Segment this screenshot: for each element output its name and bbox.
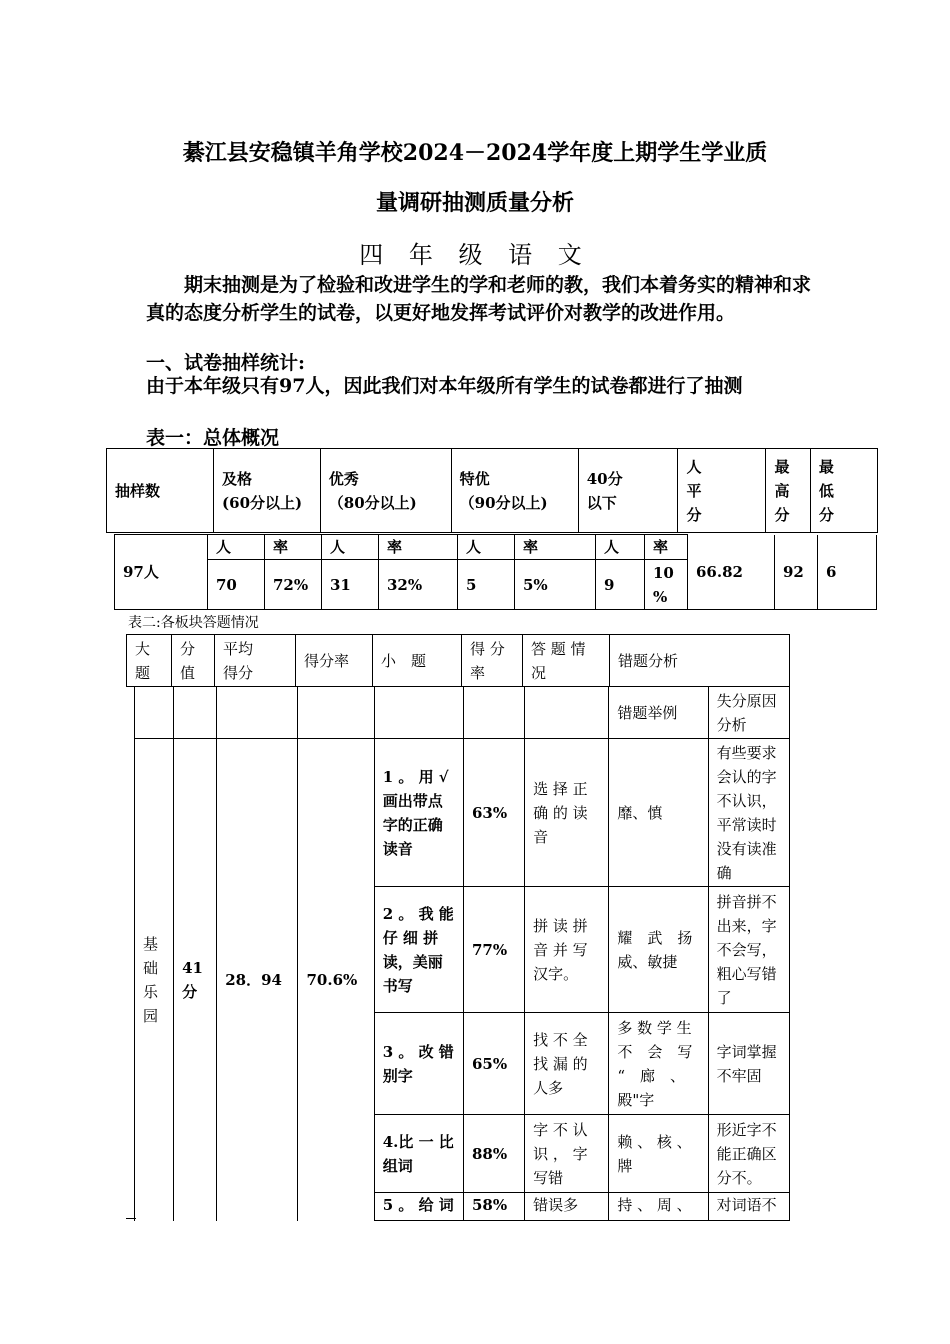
cell-below-r-1: 10 xyxy=(653,563,674,582)
example-line: 赖 、 核 、 xyxy=(617,1132,692,1151)
th2-avg-2: 得分 xyxy=(223,663,254,682)
table1-data xyxy=(114,534,877,610)
item-rate: 88% xyxy=(463,1115,524,1193)
example-line: 不 会 写 xyxy=(617,1042,693,1061)
item-cell xyxy=(374,1013,463,1115)
th2-item-rate-2: 率 xyxy=(470,663,486,682)
th-average-2: 平 xyxy=(686,481,702,500)
example-cell xyxy=(609,739,708,887)
item-cell xyxy=(374,1115,463,1193)
item-line: 仔 细 拼 xyxy=(382,928,439,947)
cause-line: 对词语不 xyxy=(716,1196,777,1214)
item-line: 3 。 改 错 xyxy=(382,1042,454,1061)
th-good-1: 优秀 xyxy=(328,469,359,488)
item-cell xyxy=(374,1193,463,1221)
answer-line: 人多 xyxy=(533,1078,564,1097)
table-edge-mark xyxy=(126,1218,136,1219)
cell-pass-r: 72% xyxy=(265,560,322,610)
example-line: “ 廊 、 xyxy=(617,1066,686,1085)
cause-line: 没有读准 xyxy=(716,839,777,858)
th-pass-1: 及格 xyxy=(222,469,253,488)
answer-cell xyxy=(525,739,609,887)
intro-paragraph: 期末抽测是为了检验和改进学生的学和老师的教，我们本着务实的精神和求真的态度分析学生的试卷，以更好地发挥考试评价对教学的改进作用。 xyxy=(146,274,812,324)
th-max xyxy=(766,449,810,533)
th-max-1: 最 xyxy=(774,457,790,476)
table2-caption: 表二:各板块答题情况 xyxy=(128,615,259,631)
item-cell xyxy=(374,739,463,887)
table-row xyxy=(135,739,790,887)
cause-cell xyxy=(708,1013,789,1115)
th-max-2: 高 xyxy=(774,481,790,500)
cell-below-n: 9 xyxy=(596,560,645,610)
block-section-char: 础 xyxy=(143,958,159,977)
cell-below-r xyxy=(645,560,688,610)
table1-caption: 表一：总体概况 xyxy=(146,427,280,449)
item-line: 画出带点 xyxy=(382,791,443,810)
th-below40-1: 40分 xyxy=(586,469,623,488)
th2-points-1: 分 xyxy=(180,639,196,658)
empty-cell xyxy=(135,687,174,739)
block-section-char: 园 xyxy=(143,1006,159,1025)
th2-section xyxy=(127,635,172,687)
answer-cell xyxy=(525,1115,609,1193)
th2-cause-2: 分析 xyxy=(716,715,747,734)
cause-line: 了 xyxy=(716,988,732,1007)
th-max-3: 分 xyxy=(774,505,790,524)
block-points-1: 41 xyxy=(182,958,203,977)
example-cell xyxy=(609,1115,708,1193)
page-title-line2: 量调研抽测质量分析 xyxy=(375,190,574,216)
item-rate: 77% xyxy=(463,887,524,1013)
answer-line: 确 的 读 xyxy=(533,803,588,822)
answer-line: 拼 读 拼 xyxy=(533,916,588,935)
cell-pass-n: 70 xyxy=(208,560,265,610)
cause-line: 不会写， xyxy=(716,940,777,959)
cause-line: 字词掌握 xyxy=(716,1042,777,1061)
cause-cell xyxy=(708,887,789,1013)
block-rate: 70.6% xyxy=(298,739,374,1221)
answer-line: 字 不 认 xyxy=(533,1120,588,1139)
empty-cell xyxy=(217,687,298,739)
th2-avg xyxy=(215,635,296,687)
cell-sample: 97人 xyxy=(115,535,208,610)
th2-answer-2: 况 xyxy=(531,663,547,682)
th-excellent-2: （90分以上) xyxy=(459,493,548,512)
example-line: 多 数 学 生 xyxy=(617,1018,692,1037)
answer-line: 找 漏 的 xyxy=(533,1054,588,1073)
answer-cell xyxy=(525,887,609,1013)
empty-cell xyxy=(463,687,524,739)
cell-max: 92 xyxy=(775,535,818,610)
block-avg: 28．94 xyxy=(217,739,298,1221)
item-rate: 65% xyxy=(463,1013,524,1115)
cause-line: 形近字不 xyxy=(716,1120,777,1139)
th2-error: 错题分析 xyxy=(610,635,790,687)
cause-line: 有些要求 xyxy=(716,743,777,762)
th-excellent xyxy=(451,449,578,533)
block-points-2: 分 xyxy=(182,982,198,1001)
sub-people: 人 xyxy=(208,535,265,560)
answer-line: 找 不 全 xyxy=(533,1030,588,1049)
th2-item: 小 题 xyxy=(373,635,462,687)
cause-line: 能正确区 xyxy=(716,1144,777,1163)
example-line: 威、敏捷 xyxy=(617,952,678,971)
cell-min: 6 xyxy=(818,535,877,610)
block-section-char: 乐 xyxy=(143,982,159,1001)
item-line: 组词 xyxy=(382,1156,413,1175)
answer-line: 音 并 写 xyxy=(533,940,588,959)
section-heading-1: 一、试卷抽样统计: xyxy=(146,352,306,374)
cause-line: 不牢固 xyxy=(716,1066,762,1085)
example-line: 持 、 周 、 xyxy=(617,1196,692,1214)
item-line: 读音 xyxy=(382,839,413,858)
th2-points-2: 值 xyxy=(180,663,196,682)
item-line: 2 。 我 能 xyxy=(382,904,454,923)
answer-line: 写错 xyxy=(533,1168,564,1187)
sub-rate: 率 xyxy=(379,535,458,560)
th-pass xyxy=(214,449,321,533)
item-line: 4.比 一 比 xyxy=(382,1132,454,1151)
th-average-3: 分 xyxy=(686,505,702,524)
example-line: 靡、慎 xyxy=(617,803,663,822)
sub-people: 人 xyxy=(458,535,515,560)
cell-below-r-2: % xyxy=(653,587,668,606)
cell-excellent-r: 5% xyxy=(515,560,596,610)
answer-line: 错误多 xyxy=(533,1196,579,1214)
th2-avg-1: 平均 xyxy=(223,639,254,658)
empty-cell xyxy=(174,687,217,739)
page-subtitle: 四 年 级 语 文 xyxy=(359,241,591,269)
table2-header xyxy=(126,634,790,687)
th2-rate: 得分率 xyxy=(296,635,373,687)
example-line: 殿"字 xyxy=(617,1090,655,1109)
sampling-text: 由于本年级只有97人，因此我们对本年级所有学生的试卷都进行了抽测 xyxy=(146,375,743,397)
sub-people: 人 xyxy=(322,535,379,560)
th-min-2: 低 xyxy=(818,481,834,500)
th-sample: 抽样数 xyxy=(107,449,214,533)
answer-cell xyxy=(525,1013,609,1115)
block-section xyxy=(135,739,174,1221)
cell-good-n: 31 xyxy=(322,560,379,610)
cell-average: 66.82 xyxy=(688,535,775,610)
cause-line: 不认识， xyxy=(716,791,777,810)
cause-line: 确 xyxy=(716,863,732,882)
item-rate: 63% xyxy=(463,739,524,887)
sub-rate: 率 xyxy=(645,535,688,560)
th-min xyxy=(810,449,877,533)
example-cell xyxy=(609,1013,708,1115)
th2-section-2: 题 xyxy=(135,663,151,682)
item-line: 书写 xyxy=(382,976,413,995)
cell-good-r: 32% xyxy=(379,560,458,610)
cause-cell xyxy=(708,1193,789,1221)
th-below40 xyxy=(578,449,678,533)
example-cell xyxy=(609,887,708,1013)
th2-cause-1: 失分原因 xyxy=(716,691,777,710)
item-line: 读，美丽 xyxy=(382,952,443,971)
item-rate: 58% xyxy=(463,1193,524,1221)
th2-item-rate xyxy=(462,635,523,687)
th-pass-2: (60分以上) xyxy=(222,493,303,512)
cause-cell xyxy=(708,1115,789,1193)
answer-line: 选 择 正 xyxy=(533,779,588,798)
th-min-1: 最 xyxy=(818,457,834,476)
example-cell xyxy=(609,1193,708,1221)
empty-cell xyxy=(298,687,374,739)
th2-section-1: 大 xyxy=(135,639,151,658)
cause-cell xyxy=(708,739,789,887)
table1-header xyxy=(106,448,878,533)
answer-line: 汉字。 xyxy=(533,964,579,983)
cause-line: 平常读时 xyxy=(716,815,777,834)
sub-people: 人 xyxy=(596,535,645,560)
cause-line: 分不。 xyxy=(716,1168,762,1187)
th-below40-2: 以下 xyxy=(586,493,617,512)
item-cell xyxy=(374,887,463,1013)
empty-cell xyxy=(374,687,463,739)
item-line: 字的正确 xyxy=(382,815,443,834)
empty-cell xyxy=(525,687,609,739)
table2-body xyxy=(134,686,790,1221)
th2-error-example: 错题举例 xyxy=(609,687,708,739)
answer-cell xyxy=(525,1193,609,1221)
th2-cause xyxy=(708,687,789,739)
th2-points xyxy=(172,635,215,687)
block-section-char: 基 xyxy=(143,934,159,953)
page-title-line1: 綦江县安稳镇羊角学校2024－2024学年度上期学生学业质 xyxy=(182,140,768,166)
th-average-1: 人 xyxy=(686,457,702,476)
th2-answer xyxy=(523,635,610,687)
th-min-3: 分 xyxy=(818,505,834,524)
answer-line: 识 ， 字 xyxy=(533,1144,588,1163)
item-line: 5 。 给 词 xyxy=(382,1196,454,1214)
cause-line: 拼音拼不 xyxy=(716,892,777,911)
item-line: 1 。 用 √ xyxy=(382,767,449,786)
th-good xyxy=(320,449,451,533)
th-good-2: （80分以上) xyxy=(328,493,417,512)
cause-line: 粗心写错 xyxy=(716,964,777,983)
sub-rate: 率 xyxy=(515,535,596,560)
item-line: 别字 xyxy=(382,1066,413,1085)
th2-item-rate-1: 得 分 xyxy=(470,639,505,658)
cause-line: 会认的字 xyxy=(716,767,777,786)
example-line: 耀 武 扬 xyxy=(617,928,693,947)
th-average xyxy=(678,449,766,533)
answer-line: 音 xyxy=(533,827,549,846)
th-excellent-1: 特优 xyxy=(459,469,490,488)
cell-excellent-n: 5 xyxy=(458,560,515,610)
sub-rate: 率 xyxy=(265,535,322,560)
cause-line: 出来，字 xyxy=(716,916,777,935)
th2-answer-1: 答 题 情 xyxy=(531,639,586,658)
example-line: 牌 xyxy=(617,1156,633,1175)
block-points xyxy=(174,739,217,1221)
